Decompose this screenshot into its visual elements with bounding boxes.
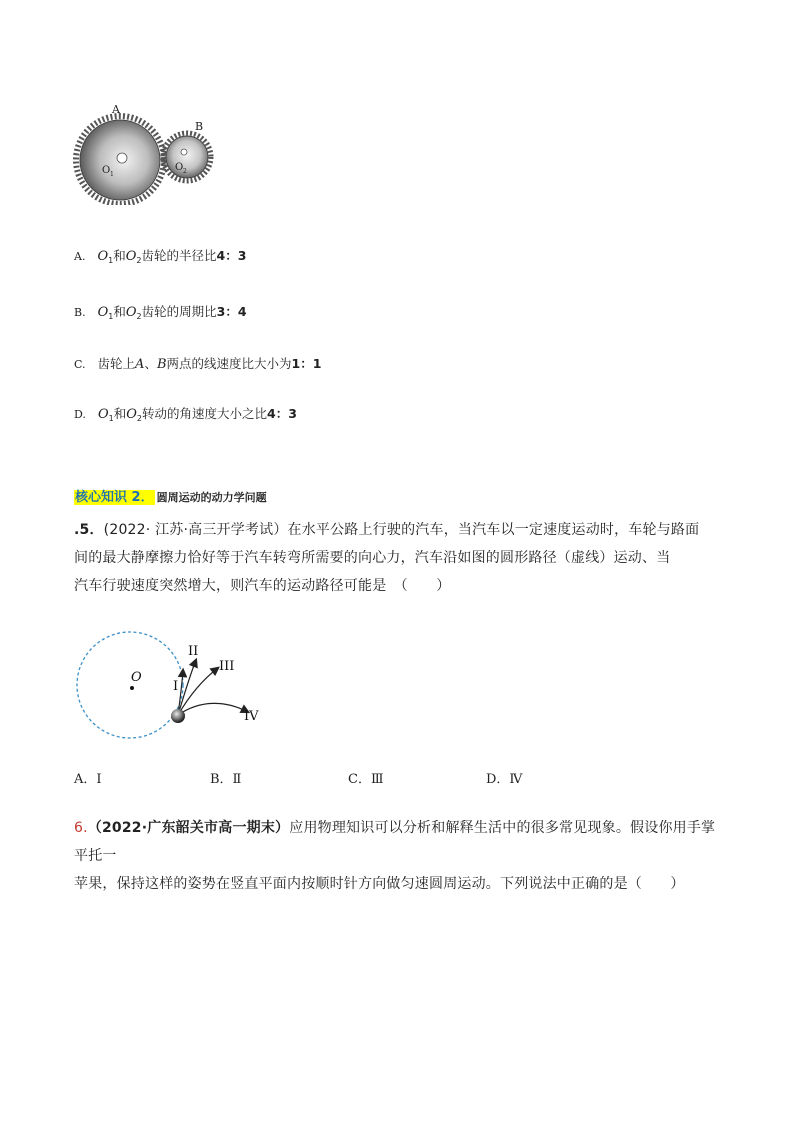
gear-label-o1: O [102,165,111,176]
dashed-circle-path [77,632,183,738]
point-a: A [135,357,145,372]
gear-label-b: B [195,120,204,133]
q4-option-b[interactable] [74,304,247,325]
q5-text-1: (2022· 江苏·高三开学考试）在水平公路上行驶的汽车，当汽车以一定速度运动时，车轮与路面 [103,522,700,538]
var-o2: O [125,305,137,320]
path-iv [178,703,248,715]
option-letter: B. [74,306,86,319]
label-iii: III [219,659,235,674]
var-o1: O [97,249,109,264]
separator: 、 [144,356,157,371]
joiner: 和 [113,248,126,263]
var-o2-sub: 2 [136,414,142,423]
option-text: 两点的线速度比大小为 [166,356,292,371]
var-o1: O [97,407,109,422]
center-label: O [131,670,142,685]
option-letter: A. [74,250,86,263]
q6-line-1 [74,814,724,870]
question-6 [74,814,724,898]
var-o2-sub: 2 [136,256,142,265]
var-o2-sub: 2 [136,312,142,321]
q5-answer-c[interactable]: C．Ⅲ [348,772,384,787]
point-b: B [156,357,167,372]
gear-label-o2: O [175,162,184,173]
option-letter: C. [74,358,86,371]
q5-circle-figure [70,630,280,750]
option-letter: D. [74,408,86,421]
option-ratio: 4：3 [267,406,297,421]
gear-figure [72,100,217,205]
label-iv: IV [244,709,259,724]
q5-line-1 [74,516,724,544]
car-ball [171,709,185,723]
q5-number: .5． [74,522,104,538]
option-ratio: 4：3 [216,248,247,263]
gear-large [76,116,164,204]
q5-answer-b[interactable]: B．Ⅱ [210,772,242,787]
gear-label-a: A [112,103,120,116]
var-o1-sub: 1 [108,256,114,265]
q4-option-a[interactable] [74,248,246,269]
option-ratio: 3：4 [216,304,247,319]
question-5 [74,516,724,600]
q4-option-c[interactable] [74,356,321,373]
var-o1-sub: 1 [108,414,114,423]
center-point [130,686,134,690]
q5-answers [74,768,634,788]
q5-answer-d[interactable]: D．Ⅳ [486,772,523,787]
var-o2: O [125,249,137,264]
option-text: 齿轮的半径比 [141,248,217,263]
joiner: 和 [113,304,126,319]
option-ratio: 1：1 [291,356,322,371]
option-text: 转动的角速度大小之比 [141,406,267,421]
q6-text-1: 应用物理知识可以分析和解释生活中的很多常见现象。假设你用手掌平托一 [74,820,716,864]
option-text: 齿轮的周期比 [141,304,217,319]
q6-line-2: 苹果，保持这样的姿势在竖直平面内按顺时针方向做匀速圆周运动。下列说法中正确的是（ ） [74,876,685,892]
gear-label-o1-sub: 1 [110,171,114,178]
var-o2: O [126,407,137,422]
q5-answer-a[interactable]: A．Ⅰ [74,772,102,787]
var-o1: O [97,305,109,320]
option-prefix: 齿轮上 [97,356,136,371]
label-i: I [173,679,179,694]
label-ii: II [188,644,199,659]
q6-number: 6. [74,820,88,836]
var-o1-sub: 1 [108,312,114,321]
section-title: 圆周运动的动力学问题 [156,491,267,504]
q4-option-d[interactable] [74,406,297,427]
path-iii [178,668,218,715]
joiner: 和 [113,406,127,421]
gear-label-o2-sub: 2 [183,168,187,175]
q5-line-3: 汽车行驶速度突然增大，则汽车的运动路径可能是 （ ） [74,578,451,594]
q5-line-2: 间的最大静摩擦力恰好等于汽车转弯所需要的向心力，汽车沿如图的圆形路径（虚线）运动、当 [74,550,671,566]
section-highlight: 核心知识 2． [75,490,154,505]
q6-source: （2022·广东韶关市高一期末） [87,820,290,836]
section-header [74,486,267,505]
gear-small [163,133,211,181]
